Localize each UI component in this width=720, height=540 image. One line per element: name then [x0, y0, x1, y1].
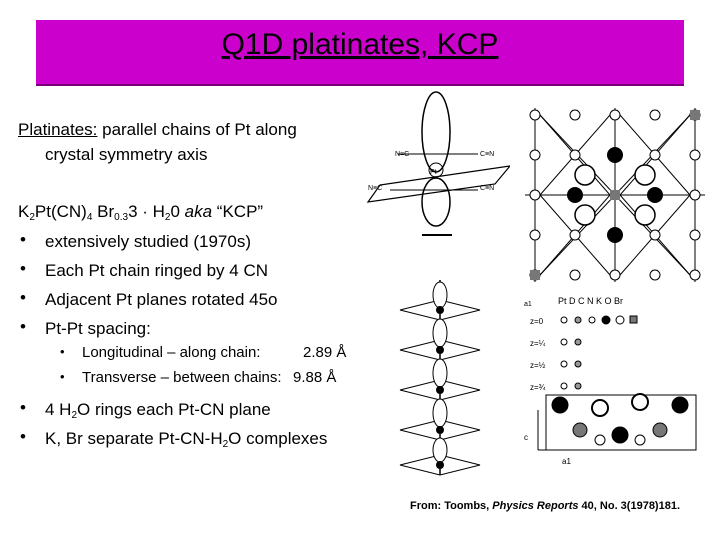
lattice-top-view — [515, 100, 715, 290]
c-label: c — [524, 433, 528, 442]
credit-post: 40, No. 3(1978)181. — [578, 500, 681, 512]
formula-aka: aka — [184, 202, 213, 221]
z0-label: z=0 — [530, 317, 544, 326]
formula-h-sub: 2 — [164, 212, 171, 223]
intro-line — [18, 120, 297, 140]
b6-sub: 2 — [222, 439, 229, 450]
z1-label: z=¼ — [530, 339, 546, 348]
bullet-4: Pt-Pt spacing: — [45, 319, 151, 338]
a1b-label: a1 — [562, 457, 571, 466]
sub-bullet-dot: • — [60, 369, 65, 384]
cn-top-label: C≡N — [480, 151, 495, 158]
bullet-dot: • — [20, 288, 26, 307]
bullet-dot: • — [20, 427, 26, 446]
b6-pre: K, Br separate Pt-CN-H — [45, 429, 223, 448]
spacing-long-value: 2.89 Å — [303, 344, 347, 361]
b5-pre: 4 H — [45, 400, 72, 419]
b5-post: O rings each Pt-CN plane — [77, 400, 271, 419]
slide-title: Q1D platinates, KCP — [221, 28, 499, 61]
credit-pre: From: Toombs, — [410, 500, 493, 512]
formula-quote: “KCP” — [212, 202, 264, 221]
credit-journal: Physics Reports — [492, 500, 579, 512]
nc-bot-label: N≡C — [368, 185, 383, 192]
cn-bot-label: C≡N — [480, 185, 495, 192]
formula-br: Br — [92, 202, 115, 221]
z2-label: z=½ — [530, 361, 546, 370]
formula-pt-sub: 4 — [86, 212, 93, 223]
formula-line — [18, 202, 263, 228]
formula-k: K — [18, 202, 30, 221]
spacing-trans-label: Transverse – between chains: — [82, 369, 282, 386]
bullet-dot: • — [20, 259, 26, 278]
bullet-3: Adjacent Pt planes rotated 45o — [45, 290, 278, 309]
spacing-trans-value: 9.88 Å — [293, 369, 337, 386]
pt-cn-orbital-diagram — [360, 90, 510, 240]
a1-label: a1 — [524, 301, 532, 308]
z3-label: z=¾ — [530, 383, 546, 392]
bullet-2: Each Pt chain ringed by 4 CN — [45, 261, 269, 280]
bullet-dot: • — [20, 317, 26, 336]
formula-rest: 3 · H — [128, 202, 165, 221]
formula-pt: Pt(CN) — [34, 202, 87, 221]
formula-tail: 0 — [170, 202, 185, 221]
b5-sub: 2 — [71, 410, 78, 421]
legend-label: Pt D C N K O Br — [558, 296, 624, 306]
formula-k-sub: 2 — [29, 212, 35, 223]
figure-credit — [410, 500, 680, 512]
spacing-long-label: Longitudinal – along chain: — [82, 344, 261, 361]
formula-br-sub: 0.3 — [114, 212, 129, 223]
nc-top-label: N≡C — [395, 151, 410, 158]
bullet-dot: • — [20, 230, 26, 249]
b6-post: O complexes — [228, 429, 328, 448]
intro-label: Platinates: — [18, 120, 98, 139]
bullet-6 — [45, 429, 327, 455]
layer-diagram — [520, 290, 715, 470]
sub-bullet-dot: • — [60, 344, 65, 359]
intro-line-2: crystal symmetry axis — [45, 145, 208, 164]
bullet-1: extensively studied (1970s) — [45, 232, 252, 251]
intro-rest: parallel chains of Pt along — [97, 120, 297, 139]
bullet-5 — [45, 400, 271, 426]
bullet-dot: • — [20, 398, 26, 417]
pt-label: Pt — [430, 169, 437, 176]
chain-side-view — [395, 275, 485, 480]
